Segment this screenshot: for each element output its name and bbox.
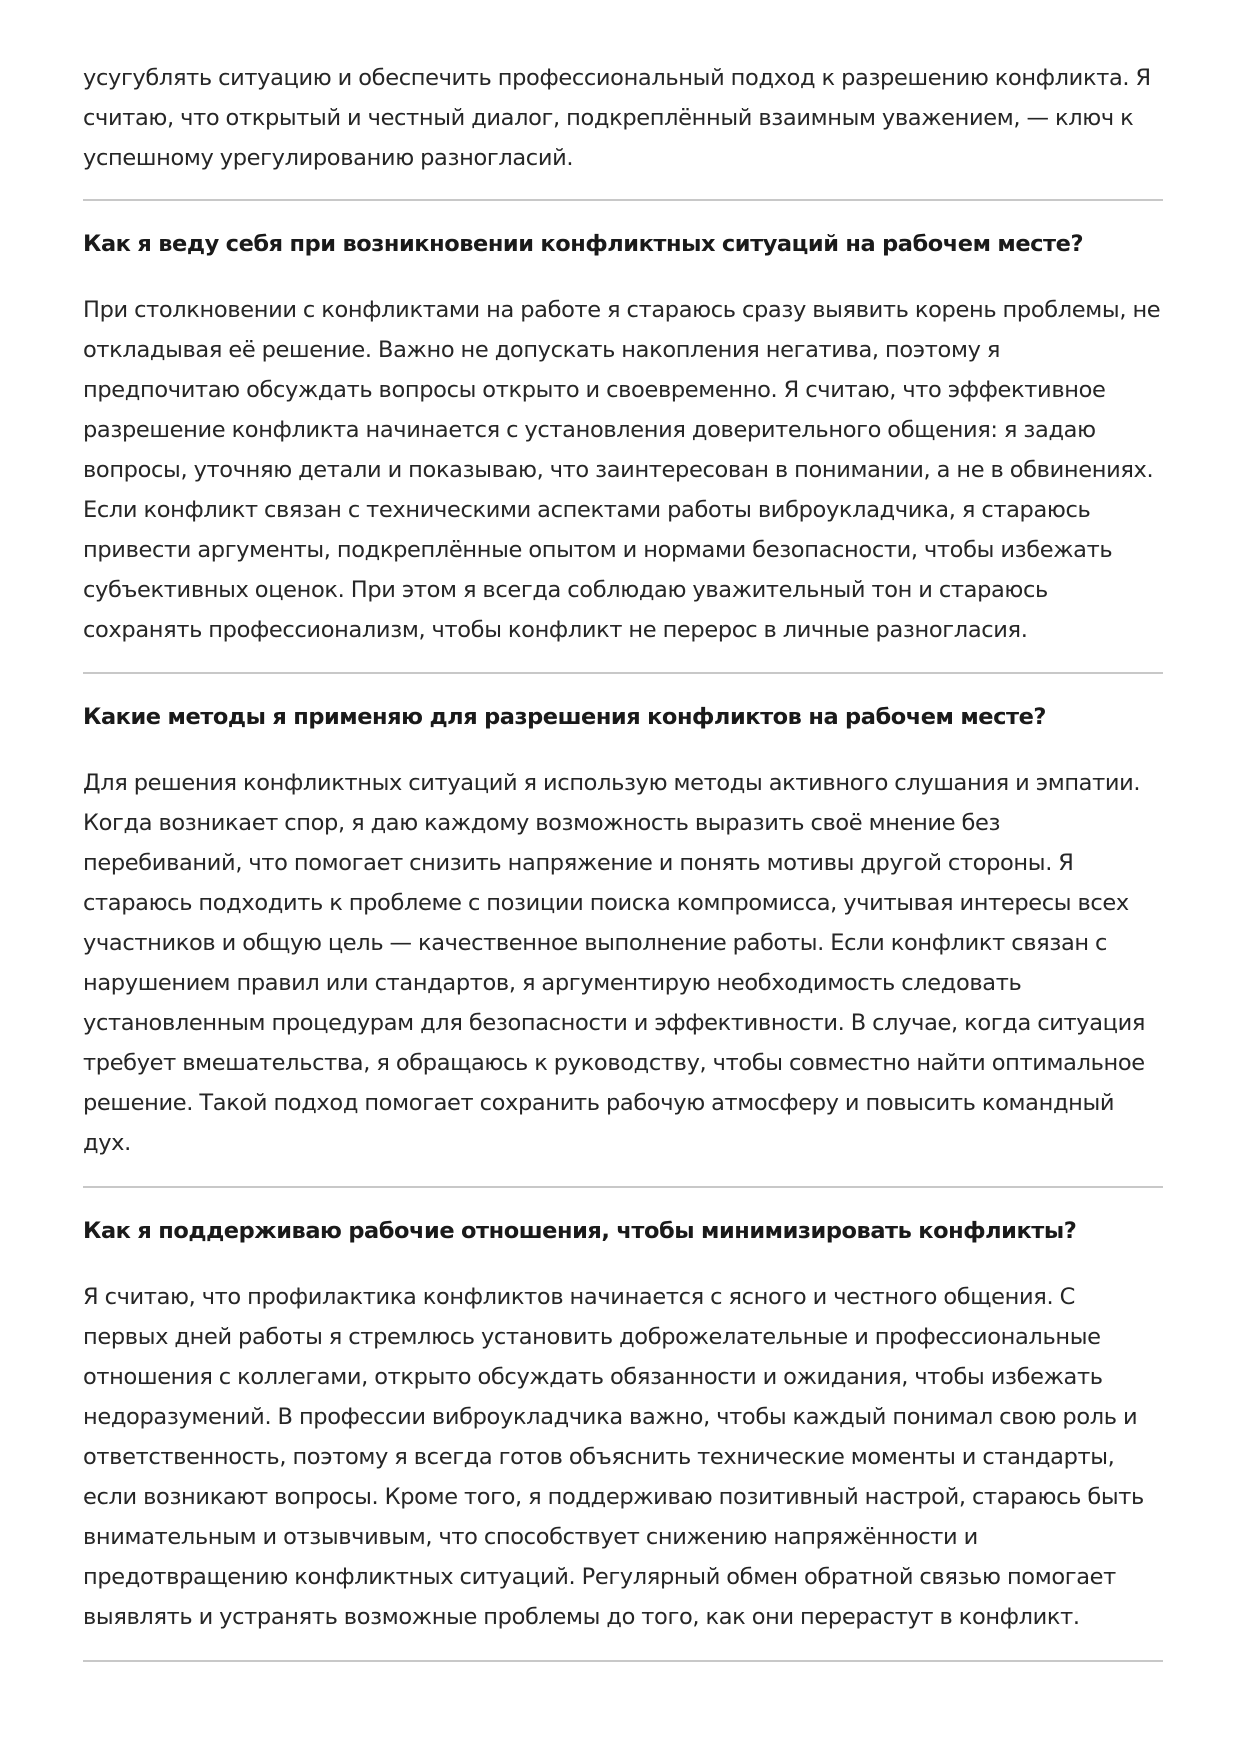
- section-divider: [83, 1660, 1163, 1662]
- section-3-question: Как я поддерживаю рабочие отношения, чтобы минимизировать конфликты?: [83, 1218, 1077, 1244]
- document-page: [83, 58, 1163, 1662]
- section-2-answer: Для решения конфликтных ситуаций я использую методы активного слушания и эмпатии. Когда возникает спор, я даю каждому возможность выразить своё мнение без перебиваний, что помогает снизить напряжение и понять мотивы другой стороны. Я стараюсь подходить к проблеме с позиции поиска компромисса, учитывая интересы всех участников и общую цель — качественное выполнение работы. Если конфликт связан с нарушением правил или стандартов, я аргументирую необходимость следовать установленным процедурам для безопасности и эффективности. В случае, когда ситуация требует вмешательства, я обращаюсь к руководству, чтобы совместно найти оптимальное решение. Такой подход помогает сохранить рабочую атмосферу и повысить командный дух.: [83, 770, 1146, 1156]
- section-divider: [83, 672, 1163, 674]
- section-1-question: Как я веду себя при возникновении конфликтных ситуаций на рабочем месте?: [83, 231, 1084, 257]
- section-divider: [83, 1186, 1163, 1188]
- section-2-question: Какие методы я применяю для разрешения конфликтов на рабочем месте?: [83, 704, 1046, 730]
- section-divider: [83, 199, 1163, 201]
- section-3-answer: Я считаю, что профилактика конфликтов начинается с ясного и честного общения. С первых дней работы я стремлюсь установить доброжелательные и профессиональные отношения с коллегами, открыто обсуждать обязанности и ожидания, чтобы избежать недоразумений. В профессии виброукладчика важно, чтобы каждый понимал свою роль и ответственность, поэтому я всегда готов объяснить технические моменты и стандарты, если возникают вопросы. Кроме того, я поддерживаю позитивный настрой, стараюсь быть внимательным и отзывчивым, что способствует снижению напряжённости и предотвращению конфликтных ситуаций. Регулярный обмен обратной связью помогает выявлять и устранять возможные проблемы до того, как они перерастут в конфликт.: [83, 1284, 1144, 1630]
- intro-paragraph: усугублять ситуацию и обеспечить профессиональный подход к разрешению конфликта. Я считаю, что открытый и честный диалог, подкреплённый взаимным уважением, — ключ к успешному урегулированию разногласий.: [83, 65, 1151, 171]
- section-1-answer: При столкновении с конфликтами на работе я стараюсь сразу выявить корень проблемы, не откладывая её решение. Важно не допускать накопления негатива, поэтому я предпочитаю обсуждать вопросы открыто и своевременно. Я считаю, что эффективное разрешение конфликта начинается с установления доверительного общения: я задаю вопросы, уточняю детали и показываю, что заинтересован в понимании, а не в обвинениях. Если конфликт связан с техническими аспектами работы виброукладчика, я стараюсь привести аргументы, подкреплённые опытом и нормами безопасности, чтобы избежать субъективных оценок. При этом я всегда соблюдаю уважительный тон и стараюсь сохранять профессионализм, чтобы конфликт не перерос в личные разногласия.: [83, 297, 1161, 643]
